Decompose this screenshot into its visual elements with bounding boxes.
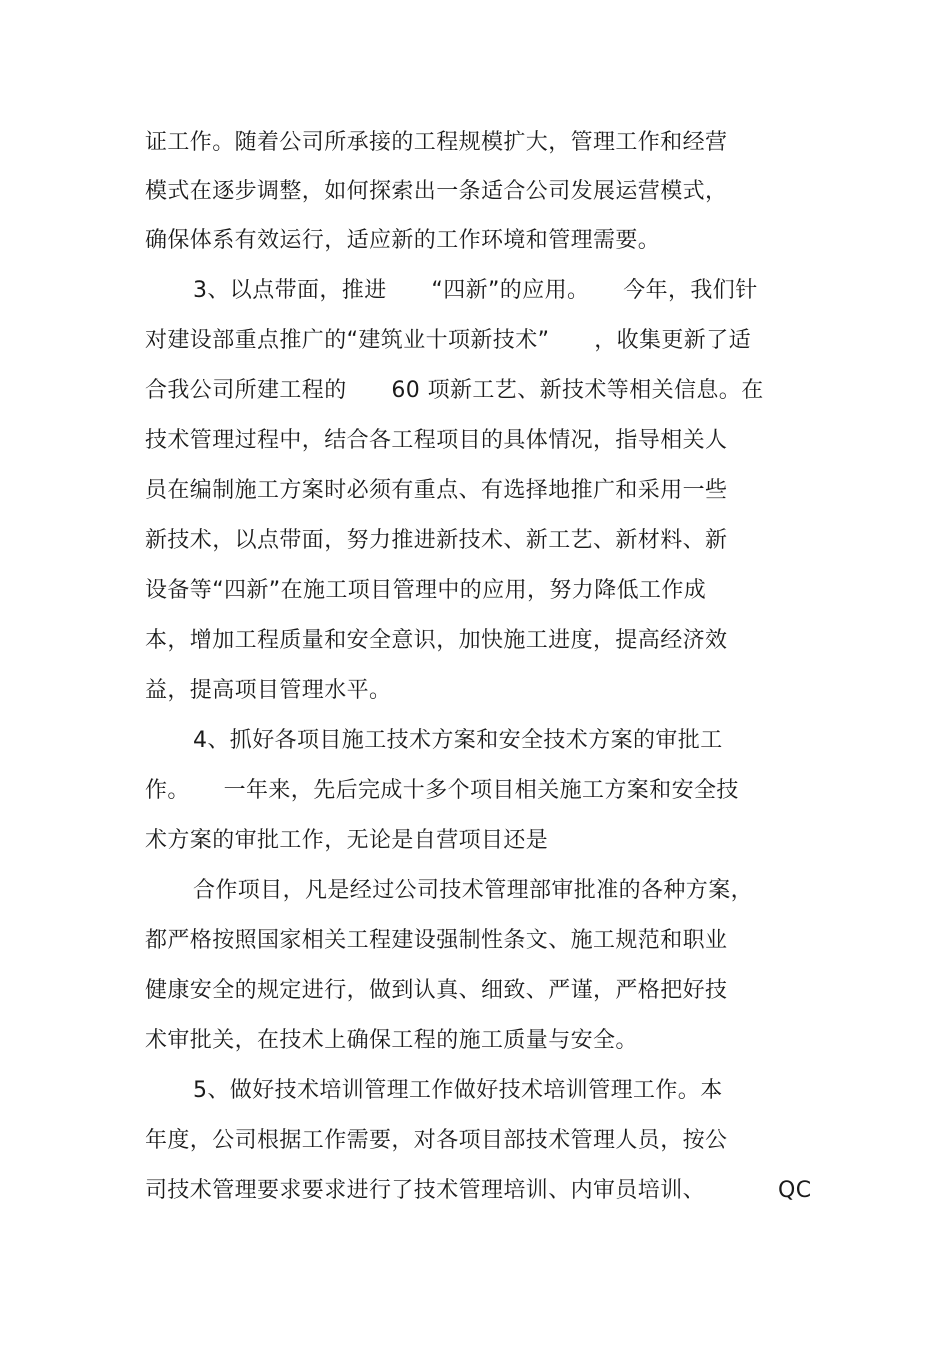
text-line-20: 5、做好技术培训管理工作做好技术培训管理工作。本: [193, 1078, 723, 1103]
text-line-8: 员在编制施工方案时必须有重点、有选择地推广和采用一些: [145, 478, 728, 503]
text-line-21: 年度，公司根据工作需要，对各项目部技术管理人员，按公: [145, 1128, 728, 1153]
text-line-12: 益，提高项目管理水平。: [145, 678, 392, 703]
text-line-22-tail: QC: [778, 1178, 812, 1203]
text-line-6: 合我公司所建工程的 60 项新工艺、新技术等相关信息。在: [145, 378, 764, 403]
text-line-4: 3、以点带面，推进 “四新”的应用。 今年，我们针: [193, 278, 758, 303]
text-line-22: 司技术管理要求要求进行了技术管理培训、内审员培训、: [145, 1178, 706, 1203]
text-line-1: 证工作。随着公司所承接的工程规模扩大，管理工作和经营: [145, 130, 728, 155]
text-line-7: 技术管理过程中，结合各工程项目的具体情况，指导相关人: [145, 428, 728, 453]
text-line-13: 4、抓好各项目施工技术方案和安全技术方案的审批工: [193, 728, 723, 753]
text-line-19: 术审批关，在技术上确保工程的施工质量与安全。: [145, 1028, 638, 1053]
text-line-10: 设备等“四新”在施工项目管理中的应用，努力降低工作成: [145, 578, 707, 603]
text-line-16: 合作项目，凡是经过公司技术管理部审批准的各种方案，: [193, 878, 754, 903]
text-line-17: 都严格按照国家相关工程建设强制性条文、施工规范和职业: [145, 928, 728, 953]
text-line-14: 作。 一年来，先后完成十多个项目相关施工方案和安全技: [145, 778, 739, 803]
text-line-11: 本，增加工程质量和安全意识，加快施工进度，提高经济效: [145, 628, 728, 653]
text-line-9: 新技术，以点带面，努力推进新技术、新工艺、新材料、新: [145, 528, 728, 553]
text-line-3: 确保体系有效运行，适应新的工作环境和管理需要。: [145, 228, 661, 253]
text-line-2: 模式在逐步调整，如何探索出一条适合公司发展运营模式，: [145, 179, 728, 204]
text-line-15: 术方案的审批工作，无论是自营项目还是: [145, 828, 549, 853]
text-line-5: 对建设部重点推广的“建筑业十项新技术” ，收集更新了适: [145, 328, 751, 353]
text-line-18: 健康安全的规定进行，做到认真、细致、严谨，严格把好技: [145, 978, 728, 1003]
